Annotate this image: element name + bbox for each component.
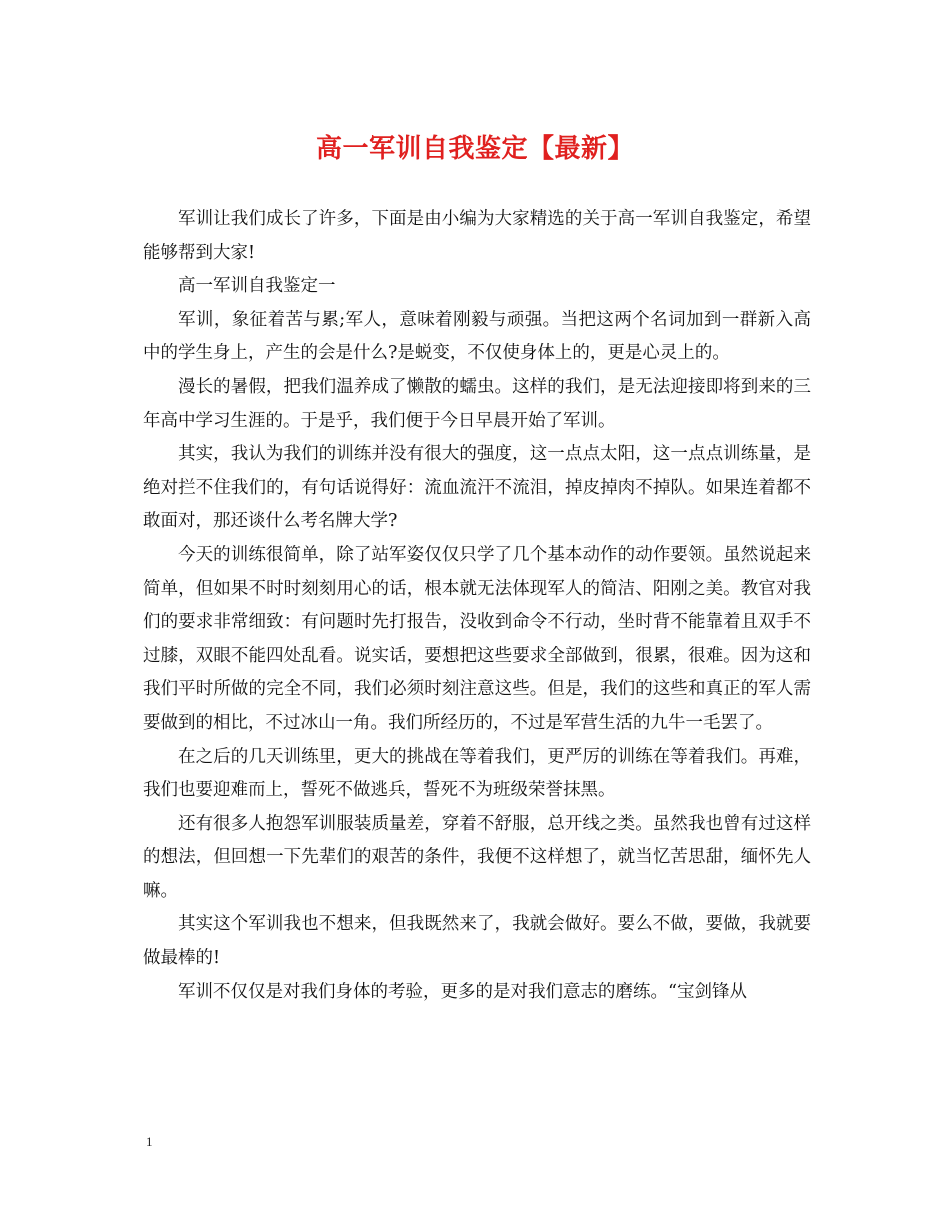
body-paragraph: 漫长的暑假，把我们温养成了懒散的蠕虫。这样的我们，是无法迎接即将到来的三年高中学习生涯的。于是乎，我们便于今日早晨开始了军训。 [143, 376, 811, 431]
document-body [143, 203, 811, 1009]
intro-paragraph: 军训让我们成长了许多，下面是由小编为大家精选的关于高一军训自我鉴定，希望能够帮到大家! [143, 209, 811, 263]
body-paragraph: 军训，象征着苦与累;军人，意味着刚毅与顽强。当把这两个名词加到一群新入高中的学生身上，产生的会是什么?是蜕变，不仅使身体上的，更是心灵上的。 [143, 309, 811, 364]
document-title: 高一军训自我鉴定【最新】 [315, 134, 634, 164]
body-paragraph: 其实这个军训我也不想来，但我既然来了，我就会做好。要么不做，要做，我就要做最棒的! [143, 914, 811, 969]
body-paragraph: 在之后的几天训练里，更大的挑战在等着我们，更严厉的训练在等着我们。再难，我们也要迎难而上，誓死不做逃兵，誓死不为班级荣誉抹黑。 [143, 746, 811, 801]
section-heading: 高一军训自我鉴定一 [178, 276, 336, 297]
page-number: 1 [146, 1134, 153, 1149]
body-paragraph: 军训不仅仅是对我们身体的考验，更多的是对我们意志的磨练。“宝剑锋从 [178, 981, 747, 1002]
body-paragraph: 还有很多人抱怨军训服装质量差，穿着不舒服，总开线之类。虽然我也曾有过这样的想法，但回想一下先辈们的艰苦的条件，我便不这样想了，就当忆苦思甜，缅怀先人嘛。 [143, 813, 811, 901]
body-paragraph: 今天的训练很简单，除了站军姿仅仅只学了几个基本动作的动作要领。虽然说起来简单，但如果不时时刻刻用心的话，根本就无法体现军人的简洁、阳刚之美。教官对我们的要求非常细致：有问题时先打报告，没收到命令不行动，坐时背不能靠着且双手不过膝，双眼不能四处乱看。说实话，要想把这些要求全部做到，很累，很难。因为这和我们平时所做的完全不同，我们必须时刻注意这些。但是，我们的这些和真正的军人需要做到的相比，不过冰山一角。我们所经历的，不过是军营生活的九牛一毛罢了。 [143, 544, 811, 733]
body-paragraph: 其实，我认为我们的训练并没有很大的强度，这一点点太阳，这一点点训练量，是绝对拦不住我们的，有句话说得好：流血流汗不流泪，掉皮掉肉不掉队。如果连着都不敢面对，那还谈什么考名牌大学? [143, 444, 811, 532]
